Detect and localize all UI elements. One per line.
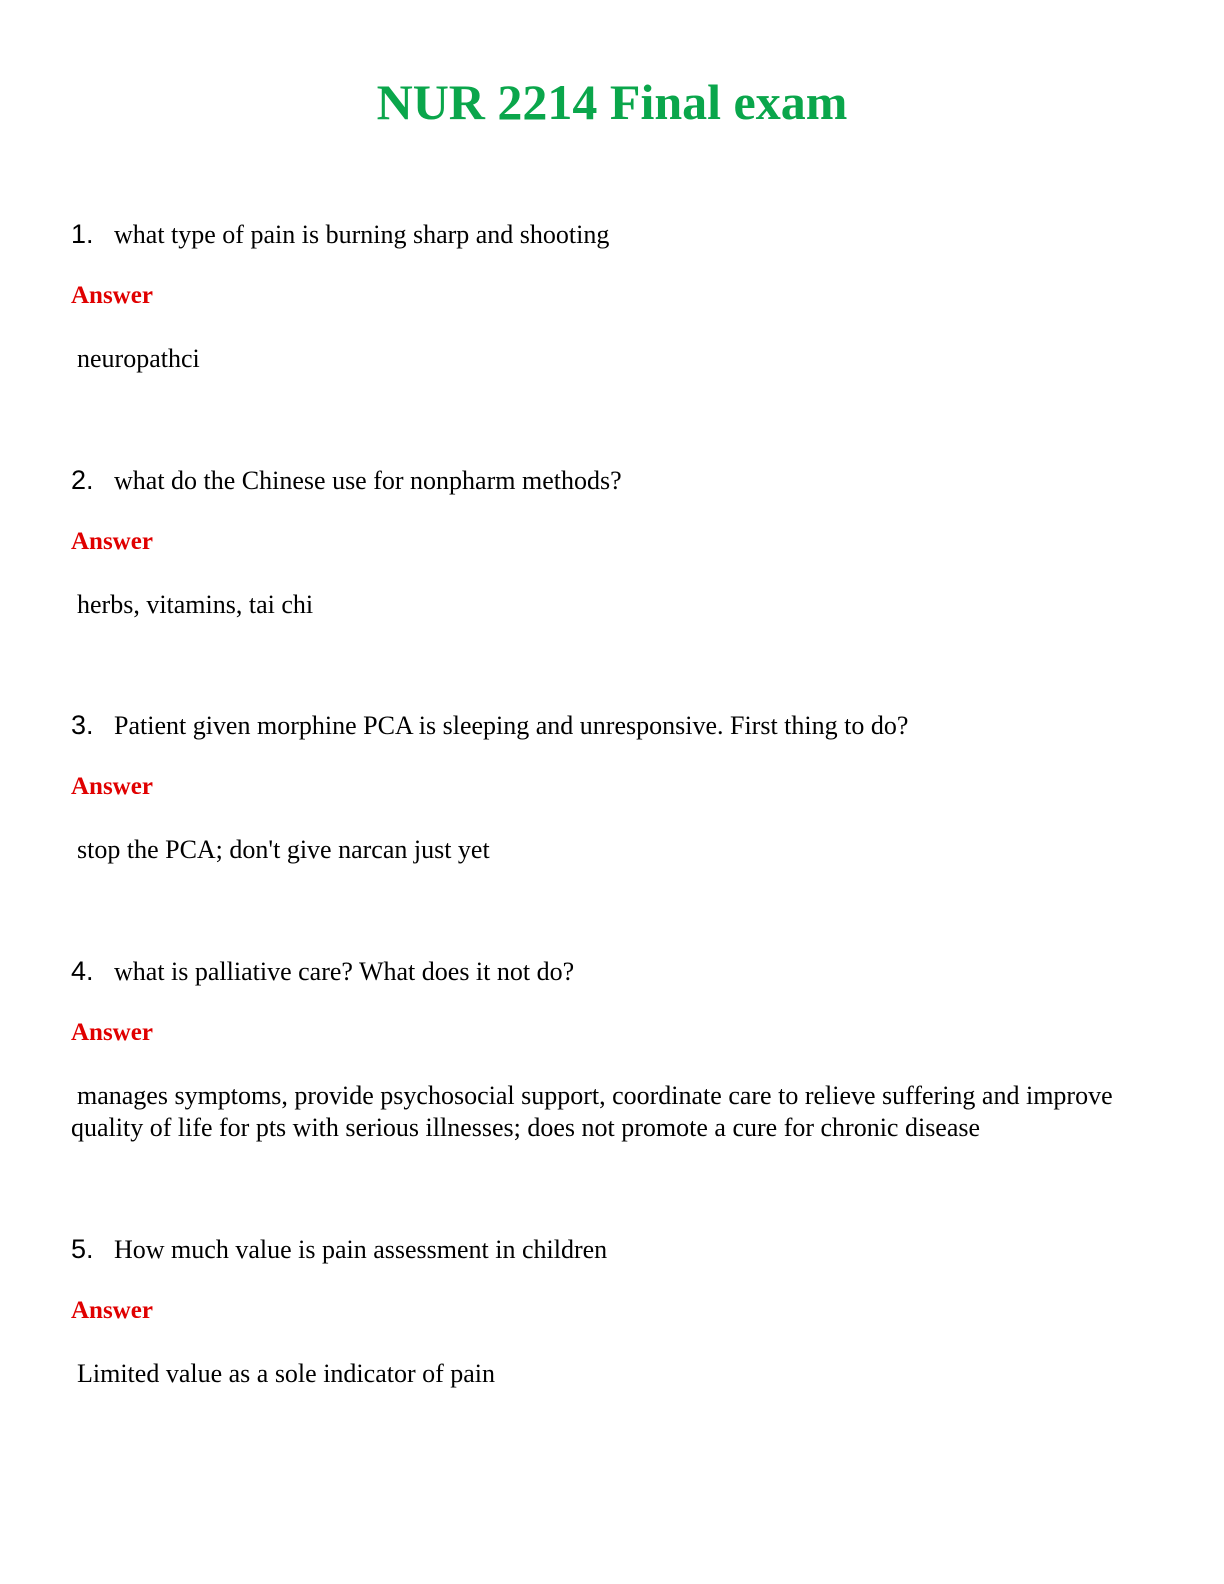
question-text: what is palliative care? What does it not do? (114, 957, 575, 986)
answer-label: Answer (71, 773, 153, 800)
question-text: what type of pain is burning sharp and shooting (114, 220, 610, 249)
answer-text: Limited value as a sole indicator of pain (77, 1359, 496, 1388)
answer-text: stop the PCA; don't give narcan just yet (77, 835, 490, 864)
question-number: 1. (71, 219, 94, 249)
answer-label: Answer (71, 1019, 153, 1046)
question (71, 955, 574, 988)
question (71, 218, 609, 251)
answer-text: manages symptoms, provide psychosocial support, coordinate care to relieve suffering and improve quality of life for pts with serious illnesses; does not promote a cure for chronic disease (71, 1081, 1113, 1142)
answer-label: Answer (71, 528, 153, 555)
answer-text: neuropathci (77, 344, 200, 373)
question-text: what do the Chinese use for nonpharm methods? (114, 466, 622, 495)
answer-text: herbs, vitamins, tai chi (77, 590, 314, 619)
page-title: NUR 2214 Final exam (376, 74, 848, 130)
answer-label: Answer (71, 282, 153, 309)
question-text: Patient given morphine PCA is sleeping and unresponsive. First thing to do? (114, 711, 909, 740)
question-number: 4. (71, 956, 94, 986)
question (71, 1233, 607, 1266)
question-text: How much value is pain assessment in children (114, 1235, 608, 1264)
question (71, 464, 622, 497)
question (71, 709, 908, 742)
question-number: 5. (71, 1234, 94, 1264)
question-number: 3. (71, 710, 94, 740)
question-number: 2. (71, 465, 94, 495)
answer-label: Answer (71, 1297, 153, 1324)
